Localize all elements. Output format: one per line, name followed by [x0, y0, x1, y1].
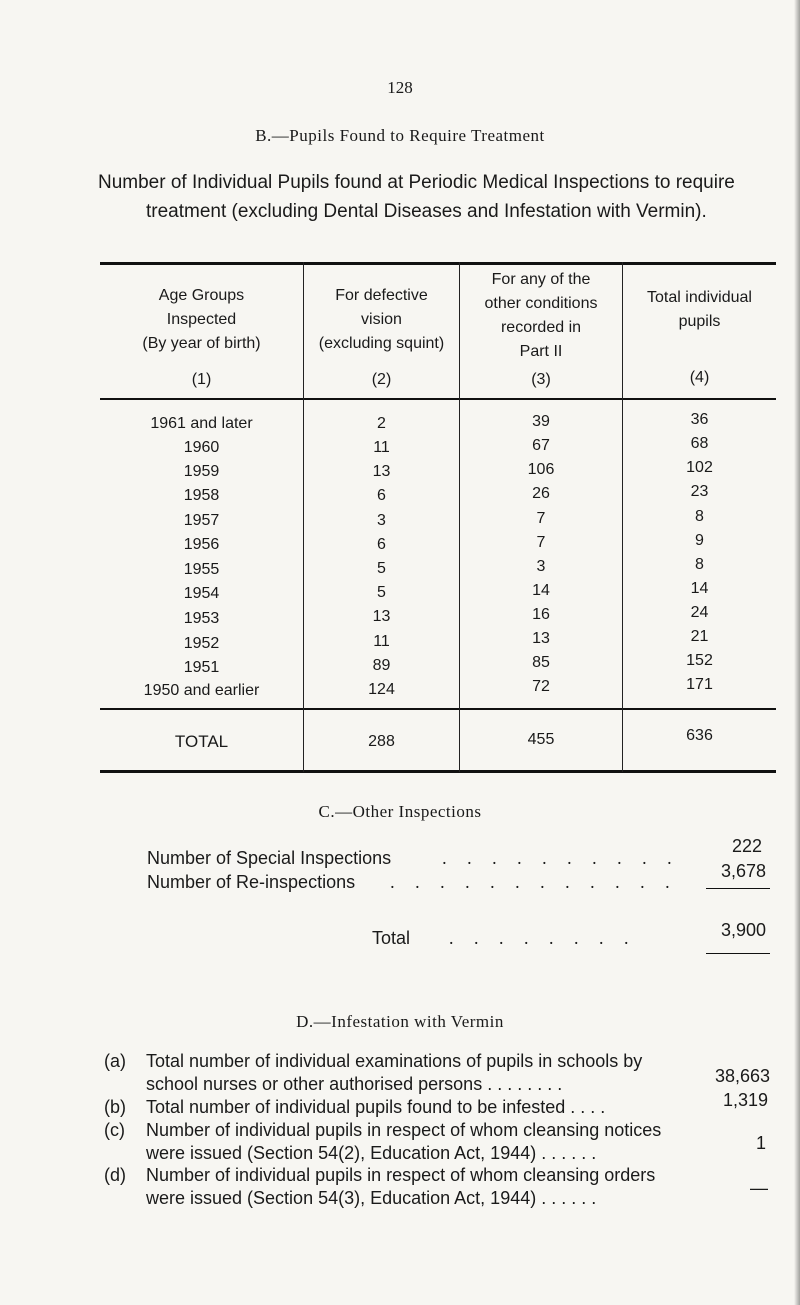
total-col-3: 455 [527, 731, 555, 748]
row-3-col-1: 1959 [183, 463, 220, 480]
row-10-col-4: 21 [690, 628, 709, 645]
table-top-rule [100, 262, 776, 265]
special-inspections-leader: . . . . . . . . . . [442, 848, 680, 868]
intro-line-1: Number of Individual Pupils found at Periodic Medical Inspections to require [98, 172, 735, 193]
c-total-value: 3,900 [720, 920, 766, 940]
row-6-col-3: 7 [536, 534, 546, 551]
re-inspections-leader: . . . . . . . . . . . . [390, 872, 678, 892]
row-8-col-3: 14 [532, 582, 550, 599]
row-11-col-1: 1951 [183, 659, 220, 676]
header-num-2: (2) [371, 371, 392, 388]
header-bottom-rule [100, 398, 776, 400]
row-3-col-2: 13 [372, 463, 391, 480]
row-10-col-3: 13 [532, 630, 550, 647]
total-col-4: 636 [686, 727, 713, 744]
row-7-col-3: 3 [536, 558, 546, 575]
row-8-col-1: 1954 [183, 585, 220, 602]
item-d-value: — [750, 1178, 768, 1198]
row-12-col-2: 124 [368, 681, 395, 698]
item-b-label: (b) [104, 1097, 126, 1117]
row-2-col-3: 67 [532, 437, 550, 454]
row-1-col-4: 36 [690, 411, 709, 428]
section-c-heading: C.—Other Inspections [318, 802, 482, 821]
row-5-col-4: 8 [695, 508, 704, 525]
row-7-col-2: 5 [377, 560, 386, 577]
row-6-col-1: 1956 [183, 536, 220, 553]
section-d-heading: D.—Infestation with Vermin [296, 1012, 504, 1031]
header-total-pupils: Total individual pupils [647, 289, 752, 330]
page-edge-shadow [794, 0, 800, 1305]
header-age-groups: Age Groups Inspected (By year of birth) [142, 287, 261, 352]
intro-line-2: treatment (excluding Dental Diseases and Infestation with Vermin). [146, 201, 707, 222]
page-number: 128 [387, 78, 413, 97]
row-4-col-1: 1958 [183, 487, 220, 504]
row-8-col-2: 5 [377, 584, 386, 601]
row-7-col-4: 8 [695, 556, 704, 573]
row-10-col-2: 11 [373, 633, 390, 650]
row-7-col-1: 1955 [183, 561, 220, 578]
item-c-label: (c) [104, 1120, 125, 1140]
special-inspections-value: 222 [731, 836, 762, 856]
row-2-col-2: 11 [373, 439, 390, 456]
row-9-col-1: 1953 [183, 610, 220, 627]
body-bottom-rule [100, 708, 776, 710]
row-10-col-1: 1952 [183, 635, 220, 652]
row-4-col-3: 26 [532, 485, 550, 502]
item-d-text: Number of individual pupils in respect of whom cleansing orders were issued (Section 54(3), Education Act, 1944) . . . . . . [146, 1165, 656, 1208]
header-defective-vision: For defective vision (excluding squint) [318, 287, 445, 352]
header-num-3: (3) [531, 371, 551, 388]
row-12-col-3: 72 [532, 678, 550, 695]
row-5-col-2: 3 [377, 512, 386, 529]
header-num-1: (1) [191, 371, 212, 388]
row-1-col-3: 39 [532, 413, 550, 430]
row-9-col-2: 13 [372, 608, 391, 625]
row-5-col-3: 7 [536, 510, 546, 527]
row-4-col-4: 23 [690, 483, 709, 500]
total-col-2: 288 [368, 733, 395, 750]
section-b-heading: B.—Pupils Found to Require Treatment [255, 126, 545, 145]
row-9-col-3: 16 [532, 606, 550, 623]
special-inspections-row [147, 848, 680, 869]
special-inspections-label: Number of Special Inspections [147, 848, 392, 868]
item-b-value: 1,319 [722, 1090, 768, 1110]
c-total-label: Total [372, 928, 411, 948]
row-1-col-1: 1961 and later [150, 415, 253, 432]
header-num-4: (4) [689, 369, 710, 386]
re-inspections-label: Number of Re-inspections [147, 872, 356, 892]
section-b-intro [98, 168, 778, 226]
item-b-text: Total number of individual pupils found to be infested . . . . [146, 1097, 606, 1117]
row-12-col-4: 171 [686, 676, 713, 693]
c-total-rule [706, 953, 770, 954]
item-a-text: Total number of individual examinations of pupils in schools by school nurses or other authorised persons . . . . . . . . [146, 1051, 643, 1094]
row-12-col-1: 1950 and earlier [143, 682, 260, 699]
row-11-col-3: 85 [532, 654, 550, 671]
item-c-text: Number of individual pupils in respect of whom cleansing notices were issued (Section 54(2), Education Act, 1944) . . . . . . [146, 1120, 662, 1163]
row-6-col-2: 6 [377, 536, 386, 553]
table-bottom-rule [100, 770, 776, 773]
total-label: TOTAL [174, 732, 229, 751]
c-total-leader: . . . . . . . . [449, 928, 637, 948]
row-8-col-4: 14 [690, 580, 709, 597]
item-c-value: 1 [755, 1133, 766, 1153]
row-2-col-4: 68 [690, 435, 709, 452]
row-5-col-1: 1957 [183, 512, 220, 529]
re-inspections-value: 3,678 [720, 861, 766, 881]
row-4-col-2: 6 [377, 487, 386, 504]
item-a-label: (a) [104, 1051, 126, 1071]
row-3-col-4: 102 [686, 459, 713, 476]
c-total-row [372, 928, 637, 949]
row-11-col-2: 89 [372, 657, 391, 674]
item-d-label: (d) [104, 1165, 126, 1185]
item-a-value: 38,663 [714, 1066, 770, 1086]
row-1-col-2: 2 [377, 415, 386, 432]
row-6-col-4: 9 [695, 532, 704, 549]
row-3-col-3: 106 [527, 461, 555, 478]
row-11-col-4: 152 [686, 652, 713, 669]
header-other-conditions: For any of the other conditions recorded in Part II [484, 271, 598, 360]
row-2-col-1: 1960 [183, 439, 220, 456]
c-subtotal-rule [706, 888, 770, 889]
row-9-col-4: 24 [690, 604, 709, 621]
re-inspections-row [147, 872, 678, 893]
